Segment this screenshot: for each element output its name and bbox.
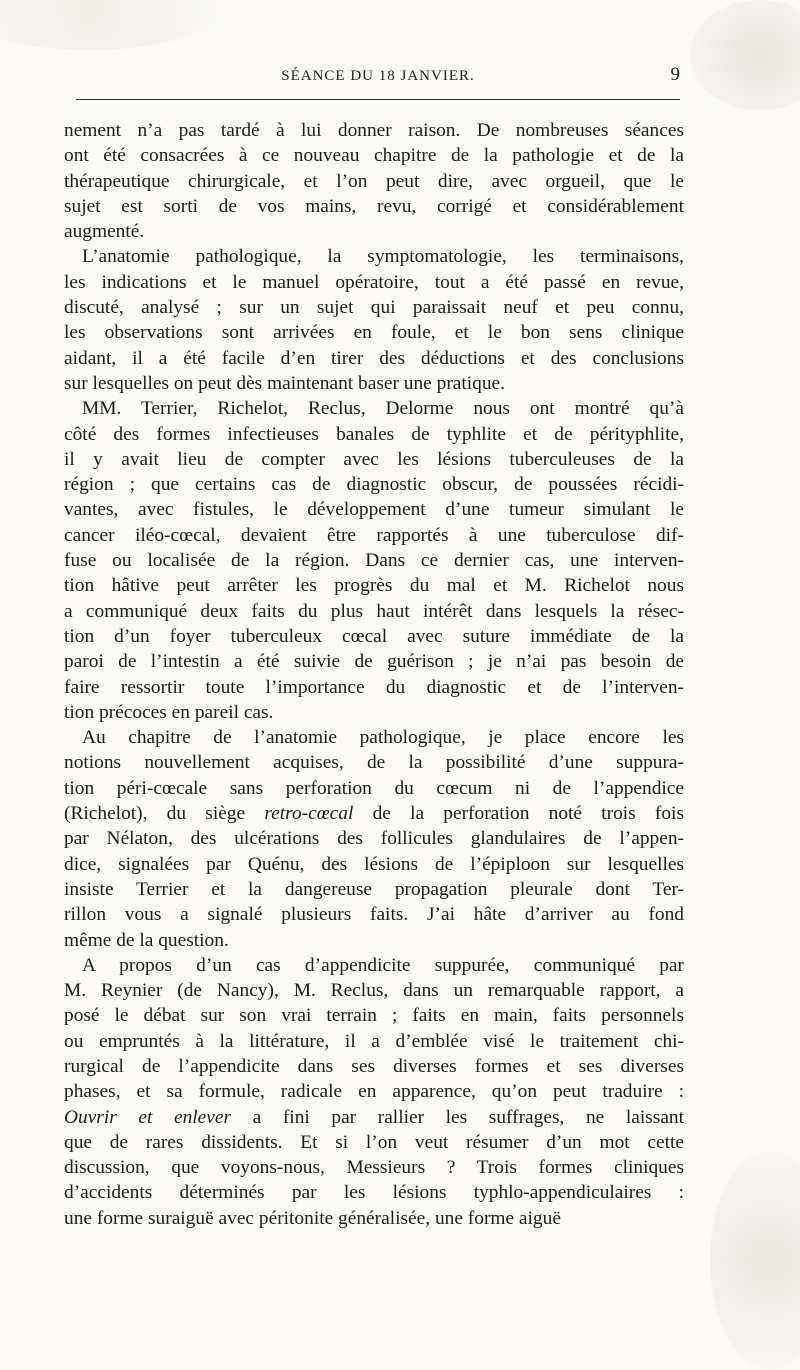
text-line: fuse ou localisée de la région. Dans ce dernier cas, une interven-	[64, 550, 684, 572]
text-line: tion précoces en pareil cas.	[64, 701, 274, 723]
body-text	[64, 118, 684, 1231]
paper-stain	[0, 0, 220, 50]
text-line: côté des formes infectieuses banales de typhlite et de pérityphlite,	[64, 423, 684, 445]
text-line: insiste Terrier et la dangereuse propagation pleurale dont Ter-	[64, 878, 684, 900]
text-line: que de rares dissidents. Et si l’on veut résumer d’un mot cette	[64, 1131, 684, 1153]
paper-stain	[710, 1150, 800, 1370]
page-number: 9	[670, 64, 680, 85]
italic-term: retro-cœcal	[264, 803, 354, 825]
text-line: M. Reynier (de Nancy), M. Reclus, dans un remarquable rapport, a	[64, 980, 684, 1002]
text-line: sujet est sorti de vos mains, revu, corrigé et considérablement	[64, 195, 684, 217]
text-line: une forme suraiguë avec péritonite généralisée, une forme aiguë	[64, 1207, 561, 1229]
text-line: phases, et sa formule, radicale en apparence, qu’on peut traduire :	[64, 1081, 684, 1103]
text-line: ont été consacrées à ce nouveau chapitre de la pathologie et de la	[64, 145, 684, 167]
header-rule	[76, 99, 680, 100]
text-line: Au chapitre de l’anatomie pathologique, je place encore les	[82, 727, 684, 749]
text-line: vantes, avec fistules, le développement d’une tumeur simulant le	[64, 499, 684, 521]
text-line: sur lesquelles on peut dès maintenant baser une pratique.	[64, 372, 506, 394]
text-line: MM. Terrier, Richelot, Reclus, Delorme nous ont montré qu’à	[82, 398, 684, 420]
running-title: SÉANCE DU 18 JANVIER.	[281, 68, 475, 84]
text-line: (Richelot), du siège retro-cœcal de la perforation noté trois fois	[64, 803, 684, 825]
paragraph	[64, 725, 684, 953]
paragraph	[64, 396, 684, 725]
text-line: rillon vous a signalé plusieurs faits. J’ai hâte d’arriver au fond	[64, 904, 684, 926]
text-line: thérapeutique chirurgicale, et l’on peut dire, avec orgueil, que le	[64, 170, 684, 192]
text-line: les observations sont arrivées en foule, et le bon sens clinique	[64, 322, 684, 344]
text-line: cancer iléo-cœcal, devaient être rapportés à une tuberculose dif-	[64, 524, 684, 546]
text-line: paroi de l’intestin a été suivie de guérison ; je n’ai pas besoin de	[64, 651, 684, 673]
text-line: région ; que certains cas de diagnostic obscur, de poussées récidi-	[64, 474, 684, 496]
paragraph	[64, 244, 684, 396]
text-line: dice, signalées par Quénu, des lésions de l’épiploon sur lesquelles	[64, 853, 684, 875]
text-line: tion d’un foyer tuberculeux cœcal avec suture immédiate de la	[64, 625, 684, 647]
text-line: tion hâtive peut arrêter les progrès du mal et M. Richelot nous	[64, 575, 684, 597]
text-line: faire ressortir toute l’importance du diagnostic et de l’interven-	[64, 676, 684, 698]
text-line: notions nouvellement acquises, de la possibilité d’une suppura-	[64, 752, 684, 774]
text-line: ou empruntés à la littérature, il a d’emblée visé le traitement chi-	[64, 1030, 684, 1052]
text-line: rurgical de l’appendicite dans ses diverses formes et ses diverses	[64, 1055, 684, 1077]
text-line: il y avait lieu de compter avec les lésions tuberculeuses de la	[64, 448, 684, 470]
running-head	[76, 64, 680, 90]
text-line: L’anatomie pathologique, la symptomatologie, les terminaisons,	[82, 246, 684, 268]
text-line: même de la question.	[64, 929, 229, 951]
paragraph	[64, 118, 684, 244]
text-line: les indications et le manuel opératoire, tout a été passé en revue,	[64, 271, 684, 293]
text-line: tion péri-cœcale sans perforation du cœcum ni de l’appendice	[64, 777, 684, 799]
text-line: aidant, il a été facile d’en tirer des déductions et des conclusions	[64, 347, 684, 369]
italic-term: Ouvrir et enlever	[64, 1106, 232, 1128]
text-line: A propos d’un cas d’appendicite suppurée, communiqué par	[82, 954, 684, 976]
text-line: Ouvrir et enlever a fini par rallier les suffrages, ne laissant	[64, 1106, 685, 1128]
paragraph	[64, 953, 684, 1231]
text-line: a communiqué deux faits du plus haut intérêt dans lesquels la résec-	[64, 600, 684, 622]
text-line: posé le débat sur son vrai terrain ; faits en main, faits personnels	[64, 1005, 684, 1027]
text-line: discuté, analysé ; sur un sujet qui paraissait neuf et peu connu,	[64, 297, 684, 319]
text-line: par Nélaton, des ulcérations des follicules glandulaires de l’appen-	[64, 828, 684, 850]
text-line: d’accidents déterminés par les lésions typhlo-appendiculaires :	[64, 1182, 684, 1204]
text-line: nement n’a pas tardé à lui donner raison. De nombreuses séances	[64, 120, 684, 141]
paper-stain	[690, 0, 800, 110]
text-line: discussion, que voyons-nous, Messieurs ? Trois formes cliniques	[64, 1157, 684, 1179]
text-line: augmenté.	[64, 221, 145, 243]
